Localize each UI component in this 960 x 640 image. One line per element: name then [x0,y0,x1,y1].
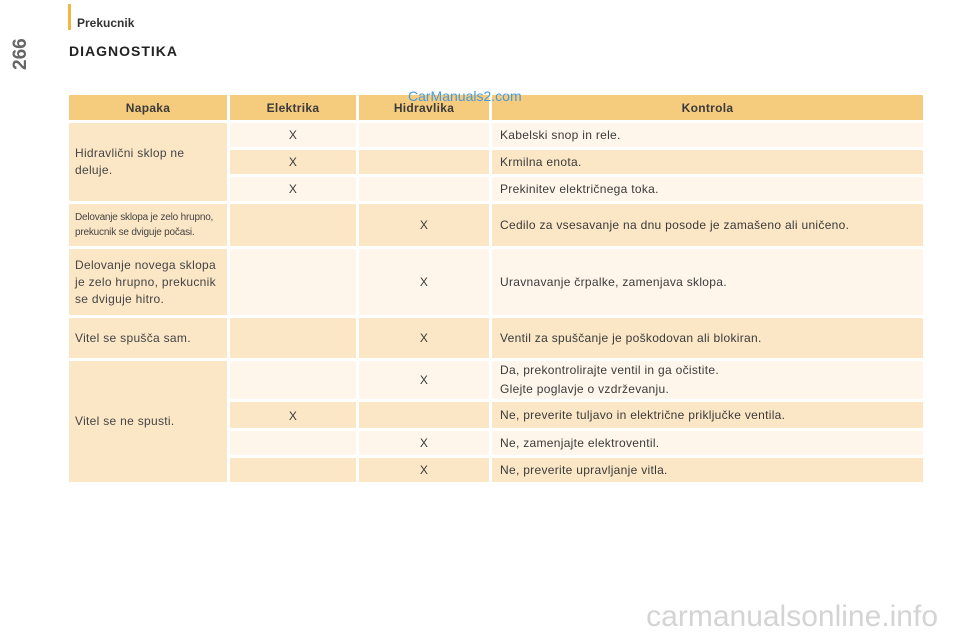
hydraulic-mark [359,123,489,147]
electric-mark: X [230,123,356,147]
hydraulic-mark [359,150,489,174]
section-accent-bar [68,4,71,30]
hydraulic-mark: X [359,249,489,315]
check-cell: Cedilo za vsesavanje na dnu posode je zamašeno ali uničeno. [492,204,923,246]
hydraulic-mark [359,177,489,201]
problem-cell: Vitel se spušča sam. [69,318,227,358]
table-row [69,318,923,358]
problem-cell: Delovanje novega sklopa je zelo hrupno, prekucnik se dviguje hitro. [69,249,227,315]
check-cell: Ne, preverite tuljavo in električne priključke ventila. [492,402,923,428]
hydraulic-mark: X [359,458,489,482]
electric-mark [230,361,356,399]
electric-mark [230,318,356,358]
problem-cell: Hidravlični sklop ne deluje. [69,123,227,201]
electric-mark [230,458,356,482]
check-line: Glejte poglavje o vzdrževanju. [500,382,670,396]
table-row [69,249,923,315]
section-label: Prekucnik [77,16,135,30]
hydraulic-mark: X [359,204,489,246]
column-header-kontrola: Kontrola [492,95,923,120]
electric-mark: X [230,402,356,428]
watermark-carmanualsonline: carmanualsonline.info [646,600,938,633]
column-header-elektrika: Elektrika [230,95,356,120]
watermark-carmanuals2: CarManuals2.com [408,88,522,104]
table-row [69,361,923,399]
hydraulic-mark: X [359,431,489,455]
check-cell: Kabelski snop in rele. [492,123,923,147]
check-line: Da, prekontrolirajte ventil in ga očistite. [500,363,719,377]
hydraulic-mark [359,402,489,428]
problem-cell: Delovanje sklopa je zelo hrupno, prekucnik se dviguje počasi. [69,204,227,246]
check-cell: Ne, preverite upravljanje vitla. [492,458,923,482]
hydraulic-mark: X [359,361,489,399]
check-cell: Ventil za spuščanje je poškodovan ali blokiran. [492,318,923,358]
electric-mark [230,204,356,246]
electric-mark [230,249,356,315]
diagnostics-table [66,92,926,485]
page-number: 266 [10,38,31,70]
column-header-hidravlika: Hidravlika [359,95,489,120]
page-title: DIAGNOSTIKA [69,43,178,59]
electric-mark [230,431,356,455]
hydraulic-mark: X [359,318,489,358]
table-row [69,123,923,147]
table-row [69,204,923,246]
electric-mark: X [230,177,356,201]
problem-cell: Vitel se ne spusti. [69,361,227,482]
check-cell: Ne, zamenjajte elektroventil. [492,431,923,455]
check-cell: Uravnavanje črpalke, zamenjava sklopa. [492,249,923,315]
check-cell: Prekinitev električnega toka. [492,177,923,201]
check-cell [492,361,923,399]
electric-mark: X [230,150,356,174]
column-header-napaka: Napaka [69,95,227,120]
check-cell: Krmilna enota. [492,150,923,174]
